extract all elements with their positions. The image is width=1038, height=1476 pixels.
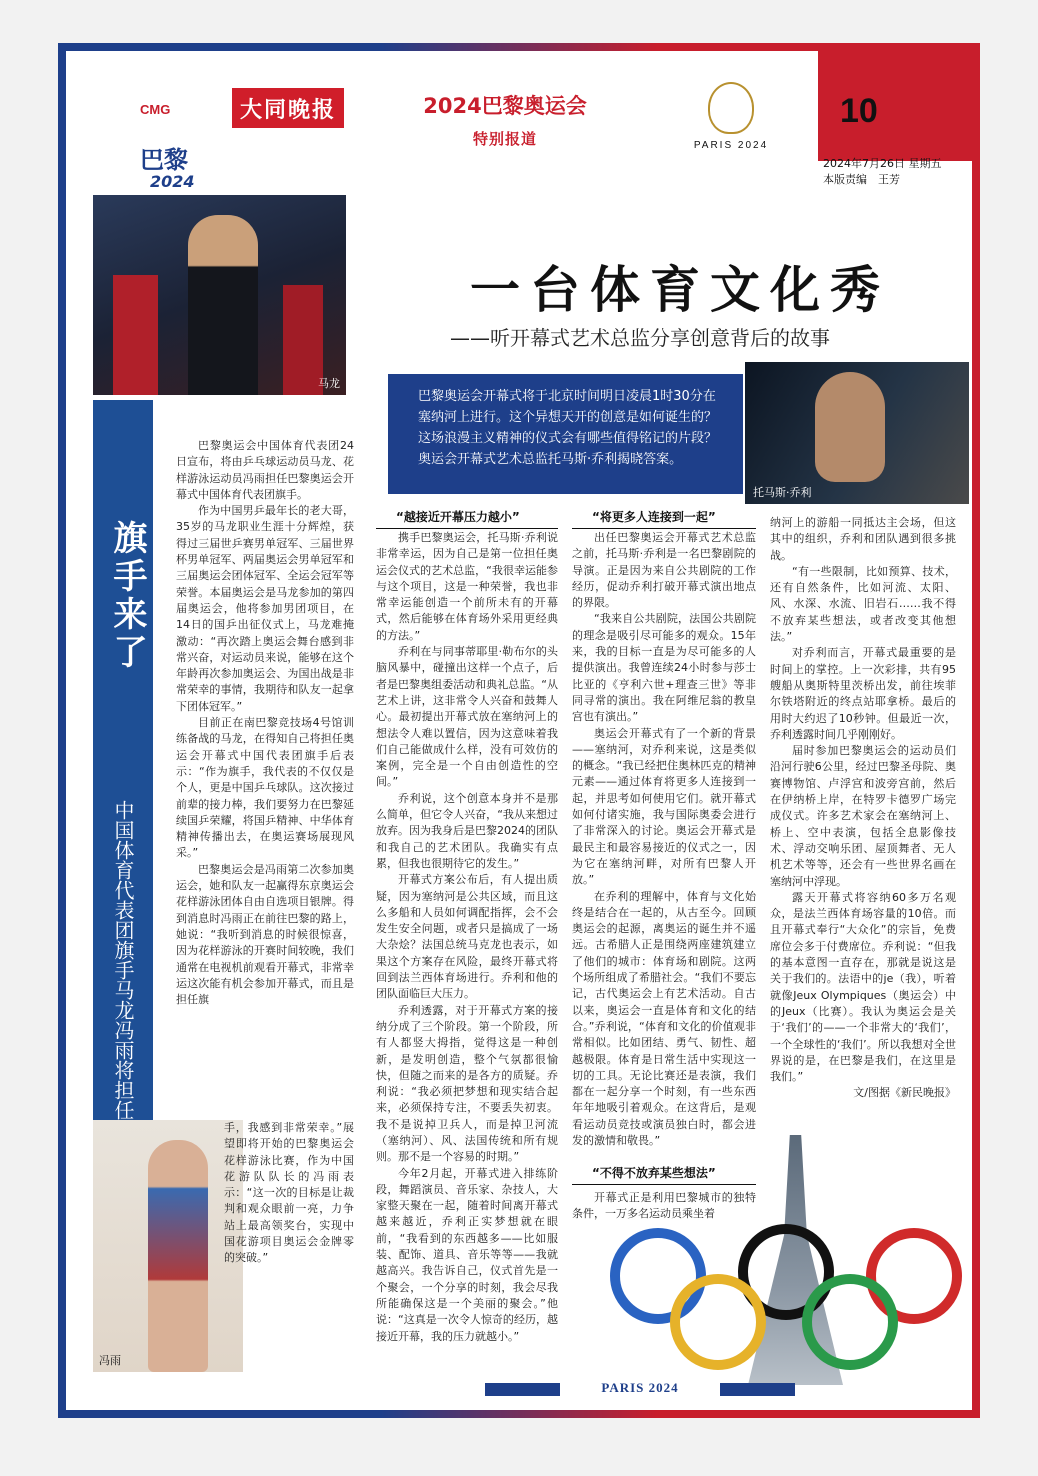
paragraph: 纳河上的游船一同抵达主会场，但这其中的组织，乔利和团队遇到很多挑战。 xyxy=(770,516,956,562)
paragraph: 开幕式正是利用巴黎城市的独特条件，一万多名运动员乘坐着 xyxy=(572,1191,756,1221)
photo-caption: 马龙 xyxy=(318,377,340,390)
headline: 一台体育文化秀 xyxy=(470,261,890,319)
article-column-3 xyxy=(572,530,756,1160)
frame-bottom xyxy=(58,1410,980,1418)
ring-green xyxy=(802,1274,898,1370)
paragraph: 巴黎奥运会中国体育代表团24日宣布，将由乒乓球运动员马龙、花样游泳运动员冯雨担任巴黎奥运会开幕式中国体育代表团旗手。 xyxy=(176,439,354,501)
article-column-2 xyxy=(376,530,558,1360)
frame-right xyxy=(972,43,980,1418)
paragraph: “我来自公共剧院，法国公共剧院的理念是吸引尽可能多的观众。15年来，我的目标一直是为尽可能多的人提供演出。我曾连续24小时参与莎士比亚的《亨利六世+理查三世》等非同寻常的演出。我在阿维尼翁的教皇宫也有演出。” xyxy=(572,612,756,724)
cmg-logo: CMG xyxy=(140,102,171,117)
paragraph: 出任巴黎奥运会开幕式艺术总监之前，托马斯·乔利是一名巴黎剧院的导演。正是因为来自公共剧院的工作经历，促动乔利打破开幕式演出地点的界限。 xyxy=(572,531,756,610)
newspaper-logo: 大同晚报 xyxy=(232,88,344,128)
article-column-4 xyxy=(770,515,956,1115)
page-number: 10 xyxy=(840,92,878,130)
paragraph: 今年2月起，开幕式进入排练阶段，舞蹈演员、音乐家、杂技人，大家整天聚在一起，随着时间离开幕式越来越近，乔利正实梦想就在眼前，“我看到的东西越多——比如服装、配饰、道具、音乐等等——我就越高兴。我告诉自己，仪式首先是一个聚会，一个分享的时刻，我会尽我所能确保这是一个美丽的聚会。”他说：“这真是一次令人惊奇的经历，越接近开幕，我的压力就越小。” xyxy=(376,1166,558,1343)
paragraph: 乔利透露，对于开幕式方案的接纳分成了三个阶段。第一个阶段，所有人都竖大拇指，觉得这是一种创新，是发明创造，整个气氛都很愉快，但随之而来的是各方的质疑。乔利说：“我必须把梦想和现实结合起来，必须保持专注，不要丢失初衷。我不是说掉卫兵人，而是掉卫河流（塞纳河）、风、法国传统和所有规则。那不是一个容易的时期。” xyxy=(376,1003,558,1164)
section-heading: “将更多人连接到一起” xyxy=(592,510,716,524)
photo-ma-long xyxy=(93,195,346,395)
photo-thomas-jolly xyxy=(745,362,969,504)
paris-2024-logo xyxy=(686,82,776,182)
bali-logo: 巴黎 xyxy=(140,145,188,174)
article-column-1 xyxy=(176,438,354,1218)
olympic-rings-image xyxy=(610,1228,970,1373)
paragraph: 乔利在与同事蒂耶里·勒布尔的头脑风暴中，碰撞出这样一个点子，后者是巴黎奥组委活动和典礼总监。“从艺术上讲，这非常令人兴奋和鼓舞人心。最初提出开幕式放在塞纳河上的想法令人难以置信，因为这意味着我们自己能做成什么样，没有可效仿的案例，完全是一个自由创造性的空间。” xyxy=(376,645,558,789)
section-heading: “不得不放弃某些想法” xyxy=(592,1166,716,1180)
section-title: 2024巴黎奥运会 xyxy=(423,94,587,118)
editor: 本版责编 王芳 xyxy=(823,173,900,186)
dateline xyxy=(823,156,942,188)
paragraph: 作为中国男乒最年长的老大哥，35岁的马龙职业生涯十分辉煌，获得过三届世乒赛男单冠军、三届世界杯男单冠军、两届奥运会男单冠军和三届奥运会团体冠军、全运会冠军等荣誉。本届奥运会是马龙参加的第四届奥运会，他将参加男团项目，在14日的国乒出征仪式上，马龙难掩激动：“再次踏上奥运会舞台感到非常兴奋，对运动员来说，能够在这个年龄再次参加奥运会、为国出战是非常荣幸的事情，我期待和队友一起拿下团体冠军。” xyxy=(176,504,354,713)
paragraph: 在乔利的理解中，体育与文化始终是结合在一起的，从古至今。回顾奥运会的起源，离奥运的诞生并不遥远。古希腊人正是围绕两座建筑建立了他们的城市：体育场和剧院。这两个场所组成了希腊社会。“我们不要忘记，古代奥运会上有艺术活动。自古以来，奥运会一直是体育和文化的结合。”乔利说，“体育和文化的价值观非常相似。比如团结、勇气、韧性、超越极限。体育是日常生活中实现这一切的工具。无论比赛还是表演，我们都在一起分享一个时刻，有一些东西年年地吸引着观众。在这背后，是观看运动员竞技或演员独白时，都会进发的激情和敬畏。” xyxy=(572,889,756,1147)
paragraph: 巴黎奥运会是冯雨第二次参加奥运会，她和队友一起赢得东京奥运会花样游泳团体自由自选项目银牌。得到消息时冯雨正在前往巴黎的路上，她说：“我听到消息的时候很惊喜，因为花样游泳的开赛时间较晚，我们通常在电视机前观看开幕式，非常幸运这次能有机会参加开幕式，而且是担任旗 xyxy=(176,862,354,1007)
bali-year: 2024 xyxy=(150,172,195,191)
paragraph: 手，我感到非常荣幸。”展望即将开始的巴黎奥运会花样游泳比赛，作为中国花游队队长的冯雨表示：“这一次的目标是让裁判和观众眼前一亮，力争站上最高领奖台，实现中国花游项目奥运会金牌零的突破。” xyxy=(224,1121,354,1265)
paragraph: 乔利说，这个创意本身并不是那么简单，但它令人兴奋，“我从来想过放弃。因为我身后是巴黎2024的团队和我自己的艺术团队。我确实有点累，但我也很期待它的发生。” xyxy=(376,791,558,870)
section-heading: “越接近开幕压力越小” xyxy=(396,510,520,524)
paragraph: 对乔利而言，开幕式最重要的是时间上的掌控。上一次彩排，共有95艘船从奥斯特里茨桥出发，前往埃菲尔铁塔附近的终点站耶拿桥。最后的用时大约迟了10秒钟。但最近一次，乔利透露时间几乎刚刚好。 xyxy=(770,646,956,741)
photo-caption: 托马斯·乔利 xyxy=(753,486,812,499)
sidebar-subtitle: 中国体育代表团旗手马龙冯雨将担任 xyxy=(111,800,135,1120)
paragraph: 开幕式方案公布后，有人提出质疑，因为塞纳河是公共区域，而且这么多船和人员如何调配指挥，会不会发生安全问题，或者只是搞成了一场大杂烩？法国总统马克龙也表示，如果这个方案存在风险，最终开幕式将回到法兰西体育场进行。乔利和他的团队面临巨大压力。 xyxy=(376,873,558,1001)
frame-left xyxy=(58,43,66,1418)
paragraph: 露天开幕式将容纳60多万名观众，是法兰西体育场容量的10倍。而且开幕式奉行“大众化”的宗旨，免费席位会多于付费席位。乔利说：“但我的基本意图一直存在，那就是说这是关于我们的。法语中的je（我），听着就像Jeux Olympiques（奥运会）中的Jeux（比赛）。我认为奥运会是关于‘我们’的——一个非常大的‘我们’，一个全球性的‘我们’。所以我想对全世界说的是，在巴黎是我们，在这里是我们。” xyxy=(770,890,956,1084)
paragraph: 奥运会开幕式有了一个新的背景——塞纳河，对乔利来说，这是类似的概念。“我已经把住奥林匹克的精神元素——通过体育将更多人连接到一起，并思考如何使用它们。就开幕式如何付诸实施，我与国际奥委会进行了非常深入的讨论。奥运会开幕式是最民主和最容易接近的仪式之一，因为它在塞纳河畔，对所有巴黎人开放。” xyxy=(572,726,756,887)
article-column-1-continued xyxy=(224,1120,354,1340)
photo-feng-yu xyxy=(93,1120,243,1372)
paragraph: 届时参加巴黎奥运会的运动员们沿河行驶6公里，经过巴黎圣母院、奥赛博物馆、卢浮宫和波旁宫前，然后在伊纳桥上岸，在特罗卡德罗广场完成仪式。许多艺术家会在塞纳河上、桥上、空中表演，包括全息影像技术、浮动交响乐团、屋顶舞者、无人机艺术等等，还会有一些世界名画在塞纳河中浮现。 xyxy=(770,744,956,888)
headline-subtitle: ——听开幕式艺术总监分享创意背后的故事 xyxy=(450,326,830,350)
footer-text: PARIS 2024 xyxy=(560,1380,720,1396)
intro-box: 巴黎奥运会开幕式将于北京时间明日凌晨1时30分在塞纳河上进行。这个异想天开的创意是如何诞生的？这场浪漫主义精神的仪式会有哪些值得铭记的片段？奥运会开幕式艺术总监托马斯·乔利揭晓答案。 xyxy=(388,374,743,494)
date: 2024年7月26日 星期五 xyxy=(823,157,942,170)
flame-icon xyxy=(708,82,754,134)
paragraph: “有一些限制，比如预算、技术，还有自然条件，比如河流、太阳、风、水深、水流、旧岩石……我不得不放弃某些想法，或者改变其他想法。” xyxy=(770,564,956,644)
section-subtitle: 特别报道 xyxy=(472,130,537,148)
photo-caption: 冯雨 xyxy=(99,1354,121,1367)
ring-yellow xyxy=(670,1274,766,1370)
sidebar-title: 旗手来了 xyxy=(107,520,147,672)
byline: 文/图据《新民晚报》 xyxy=(853,1086,956,1100)
frame-top xyxy=(58,43,980,51)
paragraph: 目前正在南巴黎竞技场4号馆训练备战的马龙，在得知自己将担任奥运会开幕式中国代表团旗手后表示：“作为旗手，我代表的不仅仅是个人，更是中国乒乓球队。这次接过前辈的接力棒，我们要努力在巴黎延续国乒荣耀，将国乒精神、中华体育精神传播出去，在奥运赛场展现风采。” xyxy=(176,716,354,860)
paragraph: 携手巴黎奥运会，托马斯·乔利说非常幸运，因为自己是第一位担任奥运会仪式的艺术总监，“我很幸运能参与这个项目，这是一种荣誉，我也非常幸运能创造一个前所未有的开幕式，然后能够在体育场外采用更经典的方法。” xyxy=(376,531,558,642)
paris-logo-text: PARIS 2024 xyxy=(693,140,769,151)
